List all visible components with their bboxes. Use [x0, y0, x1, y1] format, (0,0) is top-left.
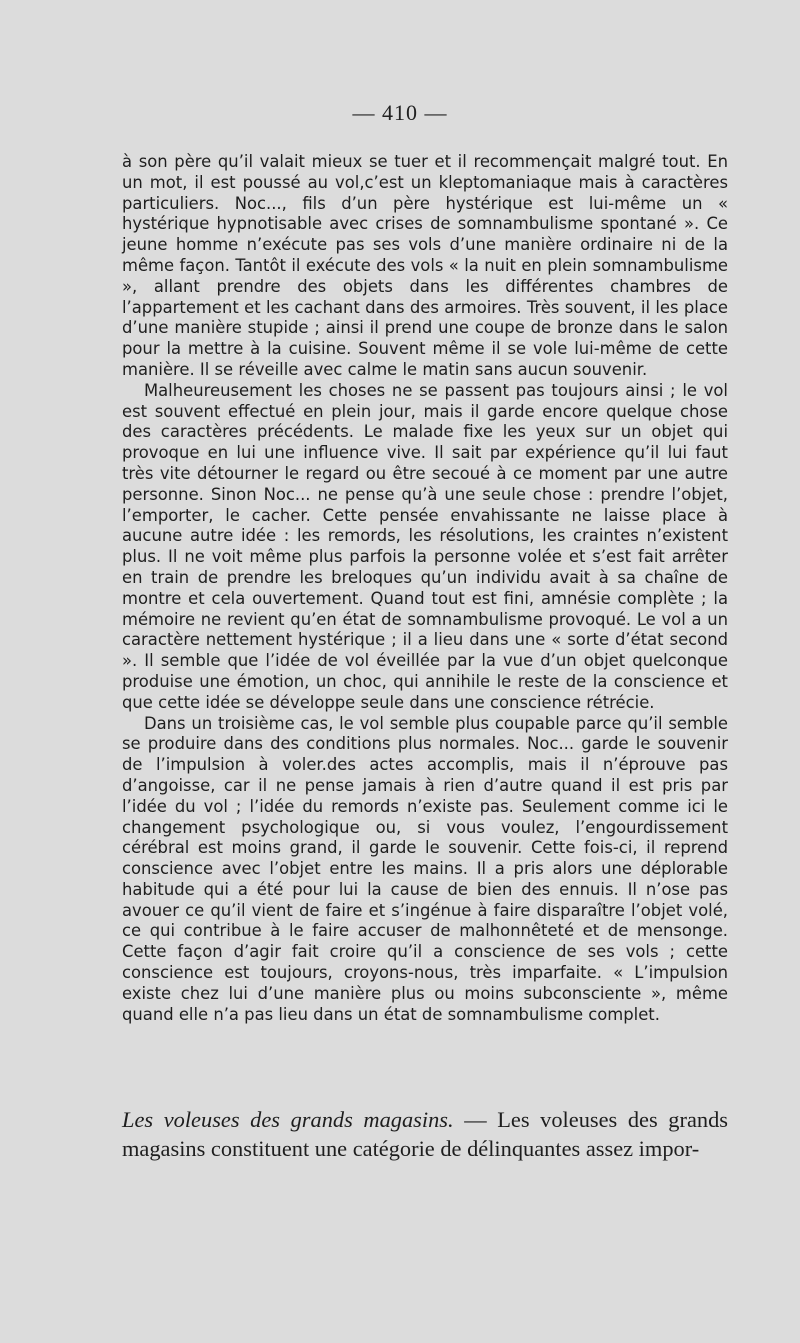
page-number: — 410 — [352, 100, 448, 125]
section-store-thieves [122, 1105, 728, 1163]
section-paragraph [122, 1105, 728, 1163]
section-title: Les voleuses des grands magasins. [122, 1107, 454, 1132]
paragraph-3: Dans un troisième cas, le vol semble plus coupable parce qu’il semble se produire dans des conditions plus normales. Noc... garde le souvenir de l’impulsion à voler.des actes accomplis, mais il n’éprouve pas d’angoisse, car il ne pense jamais à rien d’autre quand il est pris par l’idée du vol ; l’idée du remords n’existe pas. Seulement comme ici le changement psychologique ou, si vous voulez, l’engourdissement cérébral est moins grand, il garde le souvenir. Cette fois-ci, il reprend conscience avec l’objet entre les mains. Il a pris alors une déplorable habitude qui a été pour lui la cause de bien des ennuis. Il n’ose pas avouer ce qu’il vient de faire et s’ingénue à faire disparaître l’objet volé, ce qui contribue à le faire accuser de malhonnêteté et de mensonge. Cette façon d’agir fait croire qu’il a conscience de ses vols ; cette conscience est toujours, croyons-nous, très imparfaite. « L’impulsion existe chez lui d’une manière plus ou moins subconsciente », même quand elle n’a pas lieu dans un état de somnambulisme complet. [122, 713, 728, 1024]
paragraph-1: à son père qu’il valait mieux se tuer et il recommençait malgré tout. En un mot, il est poussé au vol,c’est un kleptomaniaque mais à caractères particuliers. Noc..., fils d’un père hystérique est lui-même un « hystérique hypnotisable avec crises de somnambulisme spontané ». Ce jeune homme n’exécute pas ses vols d’une manière ordinaire ni de la même façon. Tantôt il exécute des vols « la nuit en plein somnambulisme », allant prendre des objets dans les différentes chambres de l’appartement et les cachant dans des armoires. Très souvent, il les place d’une manière stupide ; ainsi il prend une coupe de bronze dans le salon pour la mettre à la cuisine. Souvent même il se vole lui-même de cette manière. Il se réveille avec calme le matin sans aucun souvenir. [122, 152, 728, 379]
body-text [122, 152, 728, 1025]
paragraph-2: Malheureusement les choses ne se passent pas toujours ainsi ; le vol est souvent effectué en plein jour, mais il garde encore quelque chose des caractères précédents. Le malade fixe les yeux sur un objet qui provoque en lui une influence vive. Il sait par expérience qu’il lui faut très vite détourner le regard ou être secoué à ce moment par une autre personne. Sinon Noc... ne pense qu’à une seule chose : prendre l’objet, l’emporter, le cacher. Cette pensée envahissante ne laisse place à aucune autre idée : les remords, les résolutions, les craintes n’existent plus. Il ne voit même plus parfois la personne volée et s’est fait arrêter en train de prendre les breloques qu’un individu avait à sa chaîne de montre et cela ouvertement. Quand tout est fini, amnésie complète ; la mémoire ne revient qu’en état de somnambulisme provoqué. Le vol a un caractère nettement hystérique ; il a lieu dans une « sorte d’état second ». Il semble que l’idée de vol éveillée par la vue d’un objet quelconque produise une émotion, un choc, qui annihile le reste de la conscience et que cette idée se développe seule dans une conscience rétrécie. [122, 380, 728, 712]
section-text: — Les voleuses des grands magasins constituent une catégorie de délinquantes assez impor- [122, 1107, 729, 1161]
